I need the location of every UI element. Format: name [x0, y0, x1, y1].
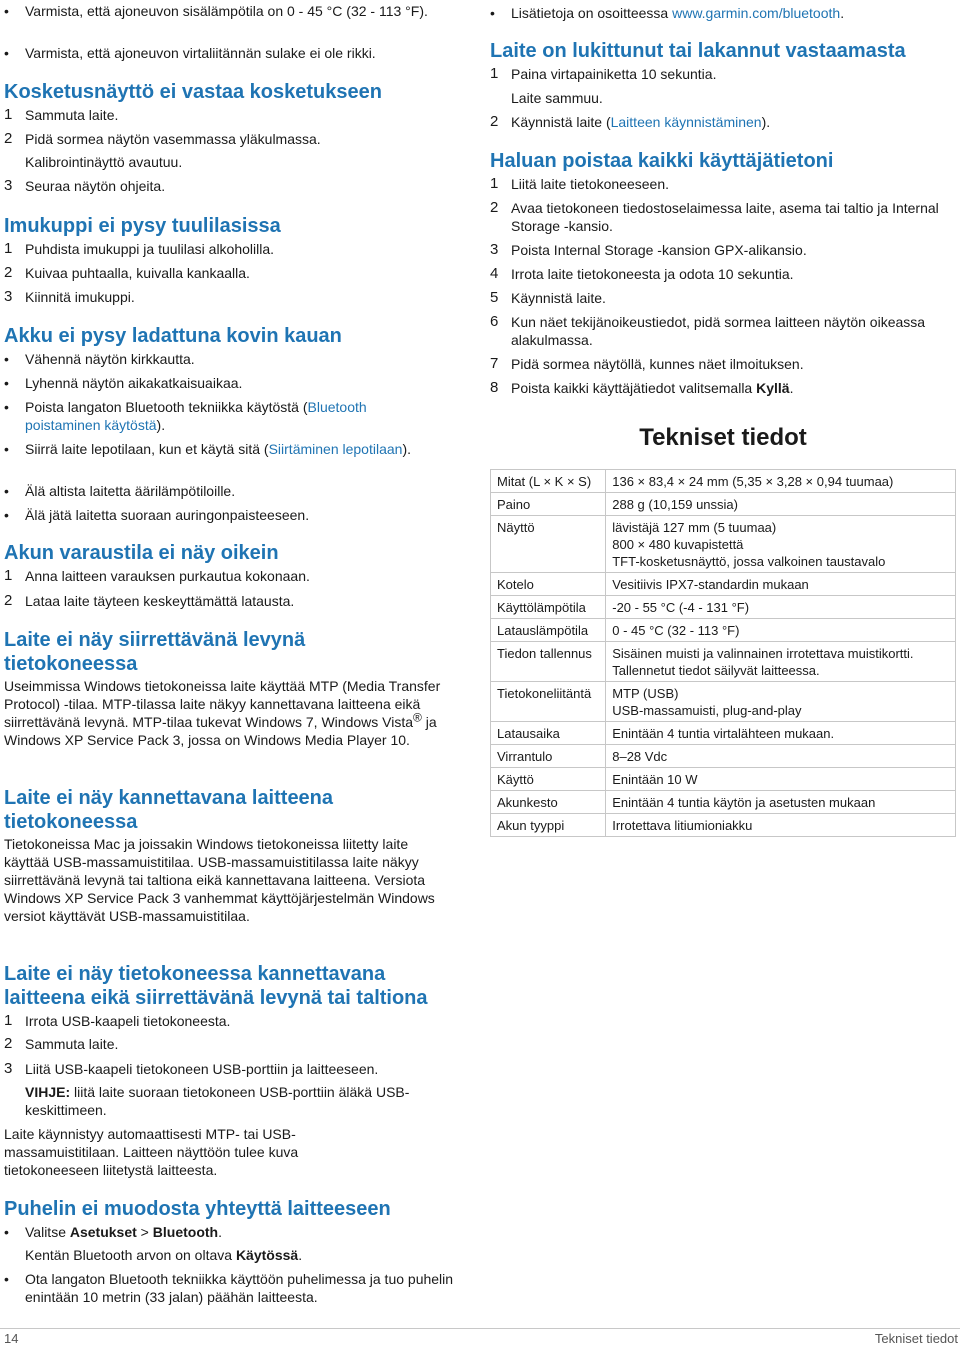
- link-garmin-bluetooth[interactable]: www.garmin.com/bluetooth: [672, 5, 841, 21]
- list-subtext: Kentän Bluetooth arvon on oltava Käytössä.: [25, 1247, 303, 1263]
- list-item: • Valitse Asetukset > Bluetooth.: [4, 1224, 222, 1240]
- list-item: • Varmista, että ajoneuvon virtaliitännän sulake ei ole rikki.: [4, 45, 376, 61]
- step-item: 1 Puhdista imukuppi ja tuulilasi alkoholilla.: [4, 240, 275, 257]
- spec-label: Paino: [491, 493, 606, 516]
- step-item: 1 Paina virtapainiketta 10 sekuntia.: [490, 65, 717, 82]
- step-item: 6 Kun näet tekijänoikeustiedot, pidä sormea laitteen näytön oikeassa alakulmassa.: [490, 313, 926, 348]
- spec-value-line: Enintään 10 W: [612, 772, 698, 787]
- step-item: 2 Kuivaa puhtaalla, kuivalla kankaalla.: [4, 264, 250, 281]
- spec-value: [606, 768, 956, 791]
- spec-value-line: 8–28 Vdc: [612, 749, 668, 764]
- section-title: Tekniset tiedot: [639, 424, 807, 451]
- step-item: 1 Irrota USB-kaapeli tietokoneesta.: [4, 1012, 231, 1029]
- section-heading: Imukuppi ei pysy tuulilasissa: [4, 215, 281, 237]
- table-row: [491, 768, 956, 791]
- table-row: [491, 493, 956, 516]
- spec-label: Akunkesto: [491, 791, 606, 814]
- step-item: 1 Liitä laite tietokoneeseen.: [490, 175, 669, 192]
- spec-label: Mitat (L × K × S): [491, 470, 606, 493]
- spec-value-line: 136 × 83,4 × 24 mm (5,35 × 3,28 × 0,94 tuumaa): [612, 474, 894, 489]
- paragraph: Useimmissa Windows tietokoneissa laite käyttää MTP (Media Transfer Protocol) -tilaa. MTP-tilassa laite näkyy kannettavana laitteena eikä siirrettävänä levynä. MTP-tilaa tukevat Windows 7, Windows Vista® ja Windows XP Service Pack 3, jossa on Windows Media Player 10.: [4, 678, 441, 748]
- list-item: • Poista langaton Bluetooth tekniikka käytöstä (Bluetooth poistaminen käytöstä).: [4, 399, 367, 433]
- spec-value: [606, 573, 956, 596]
- list-item: • Älä jätä laitetta suoraan auringonpaisteeseen.: [4, 507, 310, 523]
- section-heading: Akun varaustila ei näy oikein: [4, 542, 279, 564]
- step-item: 7 Pidä sormea näytöllä, kunnes näet ilmoituksen.: [490, 355, 804, 372]
- spec-value: [606, 814, 956, 837]
- spec-value-line: Enintään 4 tuntia käytön ja asetusten mukaan: [612, 795, 876, 810]
- table-row: [491, 642, 956, 682]
- spec-value: [606, 642, 956, 682]
- section-heading: Laite on lukittunut tai lakannut vastaamasta: [490, 40, 906, 62]
- spec-label: Latausaika: [491, 722, 606, 745]
- step-item: 2 Avaa tietokoneen tiedostoselaimessa laite, asema tai taltio ja Internal Storage -kansio.: [490, 199, 939, 234]
- step-item: 2 Käynnistä laite (Laitteen käynnistäminen).: [490, 113, 771, 130]
- section-heading: Puhelin ei muodosta yhteyttä laitteeseen: [4, 1198, 391, 1220]
- list-item: • Varmista, että ajoneuvon sisälämpötila on 0 - 45 °C (32 - 113 °F).: [4, 3, 428, 19]
- table-row: [491, 791, 956, 814]
- footer-divider: [0, 1328, 960, 1329]
- spec-value-line: 0 - 45 °C (32 - 113 °F): [612, 623, 740, 638]
- list-item: • Ota langaton Bluetooth tekniikka käyttöön puhelimessa ja tuo puhelin enintään 10 metrin (33 jalan) päähän laitteesta.: [4, 1271, 454, 1305]
- list-item: • Älä altista laitetta äärilämpötiloille.: [4, 483, 236, 499]
- section-heading: Laite ei näy tietokoneessa kannettavana laitteena eikä siirrettävänä levynä tai taltiona: [4, 963, 428, 1009]
- paragraph: Laite käynnistyy automaattisesti MTP- tai USB-massamuistitilaan. Laitteen näyttöön tulee kuva tietokoneeseen liitetystä laitteesta.: [4, 1126, 299, 1178]
- spec-value-line: Sisäinen muisti ja valinnainen irrotettava muistikortti. Tallennetut tiedot säilyvät laitteessa.: [612, 646, 914, 678]
- step-item: 4 Irrota laite tietokoneesta ja odota 10 sekuntia.: [490, 265, 794, 282]
- table-row: [491, 745, 956, 768]
- section-heading: Laite ei näy kannettavana laitteena tietokoneessa: [4, 787, 334, 833]
- spec-value: [606, 493, 956, 516]
- spec-label: Näyttö: [491, 516, 606, 573]
- spec-label: Kotelo: [491, 573, 606, 596]
- page-number: 14: [4, 1331, 19, 1346]
- section-heading: Haluan poistaa kaikki käyttäjätietoni: [490, 150, 834, 172]
- step-item: 2 Lataa laite täyteen keskeyttämättä latausta.: [4, 592, 295, 609]
- spec-value-line: Irrotettava litiumioniakku: [612, 818, 753, 833]
- spec-value-line: lävistäjä 127 mm (5 tuumaa): [612, 520, 777, 535]
- step-item: 2 Pidä sormea näytön vasemmassa yläkulmassa.: [4, 130, 321, 147]
- tip-note: VIHJE: liitä laite suoraan tietokoneen USB-porttiin äläkä USB-keskittimeen.: [25, 1084, 410, 1118]
- table-row: [491, 619, 956, 642]
- spec-label: Akun tyyppi: [491, 814, 606, 837]
- list-item: • Vähennä näytön kirkkautta.: [4, 351, 195, 367]
- table-row: [491, 596, 956, 619]
- list-item: • Lisätietoja on osoitteessa www.garmin.com/bluetooth.: [490, 5, 845, 21]
- spec-value: [606, 596, 956, 619]
- paragraph: Tietokoneissa Mac ja joissakin Windows tietokoneissa liitetty laite käyttää USB-massamuistitilaa. USB-massamuistitilassa laite näkyy siirrettävänä levynä tai taltiona eikä kannettavana laitteena. Versiota Windows XP Service Pack 3 vanhemmat käyttöjärjestelmän Windows versiot käyttävät USB-massamuistitilaa.: [4, 836, 435, 924]
- spec-value: [606, 619, 956, 642]
- spec-label: Tietokoneliitäntä: [491, 682, 606, 722]
- spec-value: [606, 745, 956, 768]
- spec-label: Käyttölämpötila: [491, 596, 606, 619]
- step-item: 5 Käynnistä laite.: [490, 289, 606, 306]
- step-item: 3 Kiinnitä imukuppi.: [4, 288, 135, 305]
- spec-value-line: MTP (USB): [612, 686, 679, 701]
- step-item: Kalibrointinäyttö avautuu.: [25, 154, 183, 170]
- step-item: 2 Sammuta laite.: [4, 1035, 119, 1052]
- spec-value-line: 800 × 480 kuvapistettä: [612, 537, 744, 552]
- link-sleep-mode[interactable]: Siirtäminen lepotilaan: [268, 441, 403, 457]
- spec-value-line: 288 g (10,159 unssia): [612, 497, 738, 512]
- table-row: [491, 814, 956, 837]
- spec-label: Tiedon tallennus: [491, 642, 606, 682]
- step-item: 3 Poista Internal Storage -kansion GPX-alikansio.: [490, 241, 807, 258]
- list-item: • Siirrä laite lepotilaan, kun et käytä sitä (Siirtäminen lepotilaan).: [4, 441, 411, 457]
- link-device-start[interactable]: Laitteen käynnistäminen: [610, 114, 762, 130]
- table-row: [491, 722, 956, 745]
- spec-table: [490, 469, 956, 837]
- table-row: [491, 516, 956, 573]
- spec-label: Latauslämpötila: [491, 619, 606, 642]
- table-row: [491, 573, 956, 596]
- step-item: 3 Seuraa näytön ohjeita.: [4, 177, 166, 194]
- step-subtext: Laite sammuu.: [511, 90, 603, 106]
- spec-value-line: Vesitiivis IPX7-standardin mukaan: [612, 577, 809, 592]
- step-item: 3 Liitä USB-kaapeli tietokoneen USB-porttiin ja laitteeseen.: [4, 1060, 379, 1077]
- spec-label: Käyttö: [491, 768, 606, 791]
- section-heading: Akku ei pysy ladattuna kovin kauan: [4, 325, 342, 347]
- spec-value-line: Enintään 4 tuntia virtalähteen mukaan.: [612, 726, 835, 741]
- section-heading: Laite ei näy siirrettävänä levynä tietokoneessa: [4, 629, 306, 675]
- section-heading: Kosketusnäyttö ei vastaa kosketukseen: [4, 81, 382, 103]
- spec-value: [606, 722, 956, 745]
- link-bluetooth-disable[interactable]: Bluetooth poistaminen käytöstä: [25, 399, 367, 433]
- step-item: 8 Poista kaikki käyttäjätiedot valitsemalla Kyllä.: [490, 379, 794, 396]
- table-row: [491, 682, 956, 722]
- footer-title: Tekniset tiedot: [874, 1331, 958, 1346]
- spec-label: Virrantulo: [491, 745, 606, 768]
- step-item: 1 Sammuta laite.: [4, 106, 119, 123]
- spec-value: [606, 470, 956, 493]
- spec-table-body: [491, 470, 956, 837]
- spec-value: [606, 682, 956, 722]
- spec-value-line: TFT-kosketusnäyttö, jossa valkoinen taustavalo: [612, 554, 886, 569]
- table-row: [491, 470, 956, 493]
- step-item: 1 Anna laitteen varauksen purkautua kokonaan.: [4, 567, 310, 584]
- list-item: • Lyhennä näytön aikakatkaisuaikaa.: [4, 375, 243, 391]
- spec-value: [606, 516, 956, 573]
- spec-value: [606, 791, 956, 814]
- spec-value-line: USB-massamuisti, plug-and-play: [612, 703, 802, 718]
- spec-value-line: -20 - 55 °C (-4 - 131 °F): [612, 600, 750, 615]
